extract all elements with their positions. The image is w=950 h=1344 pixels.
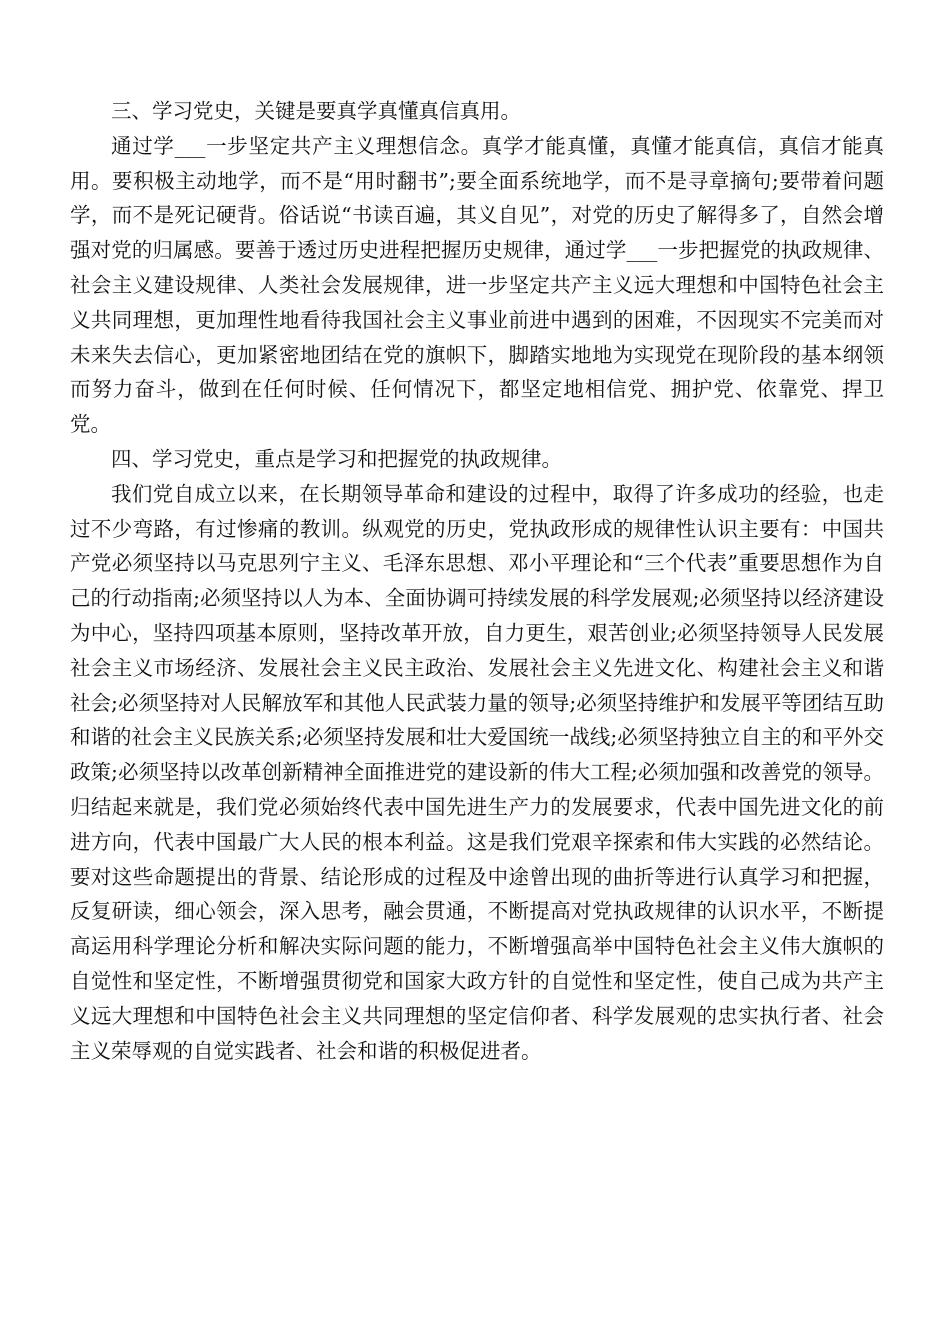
document-page [70, 94, 884, 1068]
body-paragraph-1: 通过学___一步坚定共产主义理想信念。真学才能真懂，真懂才能真信，真信才能真用。要积极主动地学，而不是“用时翻书”;要全面系统地学，而不是寻章摘句;要带着问题学，而不是死记硬背。俗话说“书读百遍，其义自见”，对党的历史了解得多了，自然会增强对党的归属感。要善于透过历史进程把握历史规律，通过学___一步把握党的执政规律、社会主义建设规律、人类社会发展规律，进一步坚定共产主义远大理想和中国特色社会主义共同理想，更加理性地看待我国社会主义事业前进中遇到的困难，不因现实不完美而对未来失去信心，更加紧密地团结在党的旗帜下，脚踏实地地为实现党在现阶段的基本纲领而努力奋斗，做到在任何时候、任何情况下，都坚定地相信党、拥护党、依靠党、捍卫党。 [70, 133, 884, 437]
section-heading-4: 四、学习党史，重点是学习和把握党的执政规律。 [111, 446, 562, 471]
section-heading-3: 三、学习党史，关键是要真学真懂真信真用。 [111, 99, 521, 123]
body-paragraph-2: 我们党自成立以来，在长期领导革命和建设的过程中，取得了许多成功的经验，也走过不少弯路，有过惨痛的教训。纵观党的历史，党执政形成的规律性认识主要有：中国共产党必须坚持以马克思列宁主义、毛泽东思想、邓小平理论和“三个代表”重要思想作为自己的行动指南;必须坚持以人为本、全面协调可持续发展的科学发展观;必须坚持以经济建设为中心，坚持四项基本原则，坚持改革开放，自力更生，艰苦创业;必须坚持领导人民发展社会主义市场经济、发展社会主义民主政治、发展社会主义先进文化、构建社会主义和谐社会;必须坚持对人民解放军和其他人民武装力量的领导;必须坚持维护和发展平等团结互助和谐的社会主义民族关系;必须坚持发展和壮大爱国统一战线;必须坚持独立自主的和平外交政策;必须坚持以改革创新精神全面推进党的建设新的伟大工程;必须加强和改善党的领导。归结起来就是，我们党必须始终代表中国先进生产力的发展要求，代表中国先进文化的前进方向，代表中国最广大人民的根本利益。这是我们党艰辛探索和伟大实践的必然结论。要对这些命题提出的背景、结论形成的过程及中途曾出现的曲折等进行认真学习和把握，反复研读，细心领会，深入思考，融会贯通，不断提高对党执政规律的认识水平，不断提高运用科学理论分析和解决实际问题的能力，不断增强高举中国特色社会主义伟大旗帜的自觉性和坚定性，不断增强贯彻党和国家大政方针的自觉性和坚定性，使自己成为共产主义远大理想和中国特色社会主义共同理想的坚定信仰者、科学发展观的忠实执行者、社会主义荣辱观的自觉实践者、社会和谐的积极促进者。 [70, 481, 884, 1063]
